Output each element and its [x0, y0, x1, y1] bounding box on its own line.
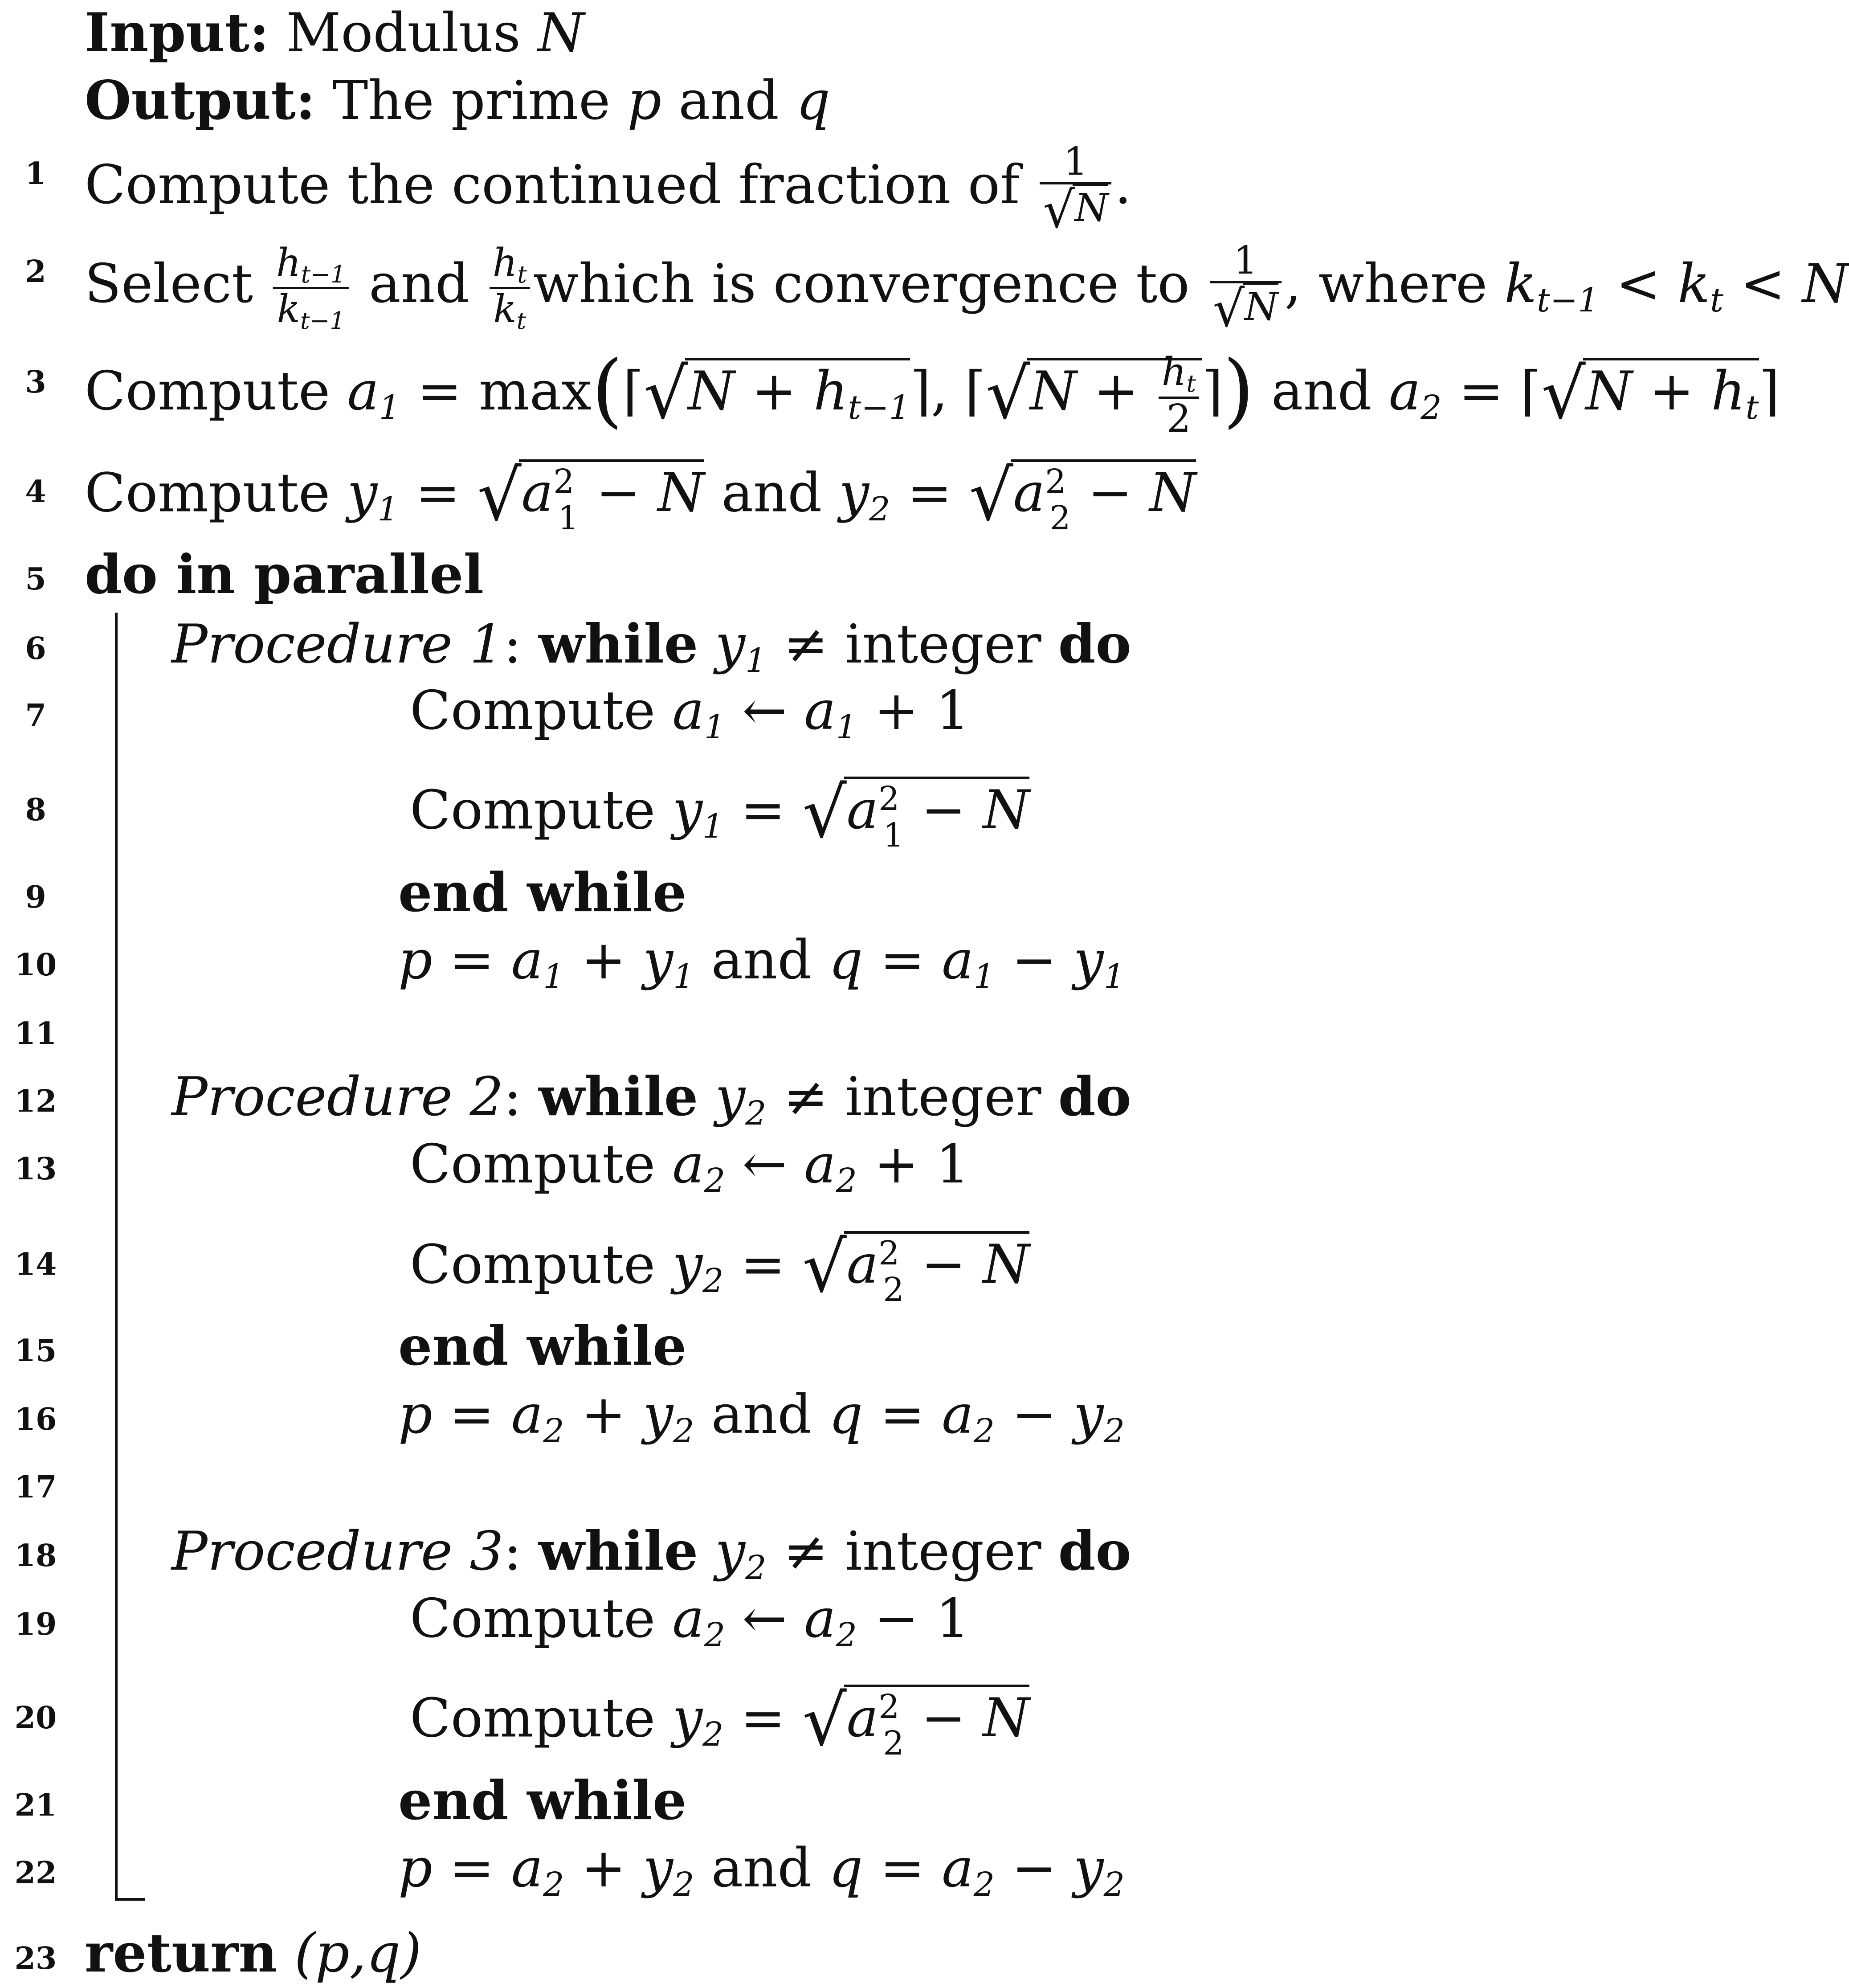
end-while-3: end while — [398, 1769, 687, 1832]
step-8: Compute $y_1 = √a^2_1 - N$ — [410, 772, 1030, 855]
line-number: 13 — [14, 1151, 57, 1187]
line-number: 3 — [25, 364, 46, 400]
line-number: 5 — [25, 561, 46, 597]
line-number: 1 — [25, 156, 46, 192]
step-16: $p = a_2 + y_2$ and $q = a_2 - y_2$ — [398, 1384, 1125, 1450]
step-3: Compute $a_1$ = max(⌈√N + $h_{t-1}⌉$, ⌈√N + $\frac{h_t}{2}$ ⌉) and $a_2$ = ⌈√N + $h_t⌉$ — [85, 344, 1780, 441]
line-number: 18 — [14, 1538, 57, 1574]
line-number: 23 — [14, 1941, 57, 1976]
step-13: Compute $a_2$ ← $a_2 + 1$ — [410, 1133, 970, 1200]
end-while-2: end while — [398, 1315, 687, 1378]
output-label: Output: — [85, 69, 316, 132]
output-value: The prime — [332, 70, 611, 132]
line-number: 12 — [14, 1084, 57, 1119]
procedure-1-header: Procedure 1: while $y_1$ ≠ integer do — [171, 613, 1131, 680]
line-number: 17 — [14, 1469, 57, 1505]
line-number: 11 — [14, 1016, 57, 1051]
line-number: 10 — [14, 947, 57, 983]
procedure-3-header: Procedure 3: while $y_2$ ≠ integer do — [171, 1520, 1131, 1587]
line-number: 16 — [14, 1402, 57, 1437]
step-19: Compute $a_2$ ← $a_2 - 1$ — [410, 1588, 970, 1654]
line-number: 8 — [25, 792, 46, 828]
line-number: 15 — [14, 1333, 57, 1369]
return-line: return (p,q) — [85, 1922, 422, 1984]
do-in-parallel: do in parallel — [85, 543, 484, 606]
step-4: Compute $y_1 = √a^2_1 - N$ and $y_2 = √a^2_2 - N$ — [85, 455, 1196, 538]
output-line: Output: The prime p and q — [85, 69, 830, 132]
line-number: 9 — [25, 879, 46, 915]
parallel-block-rule — [115, 613, 145, 1901]
step-14: Compute $y_2 = √a^2_2 - N$ — [410, 1227, 1030, 1309]
line-number: 4 — [25, 474, 46, 510]
input-line: Input: Modulus N — [85, 1, 585, 64]
step-20: Compute $y_2 = √a^2_2 - N$ — [410, 1680, 1030, 1763]
line-number: 21 — [14, 1788, 57, 1823]
line-number: 14 — [14, 1247, 57, 1282]
step-7: Compute $a_1$ ← $a_1 + 1$ — [410, 680, 970, 746]
line-number: 19 — [14, 1607, 57, 1642]
procedure-2-header: Procedure 2: while $y_2$ ≠ integer do — [171, 1065, 1131, 1133]
input-value: Modulus — [286, 2, 521, 64]
line-number: 2 — [25, 254, 46, 290]
step-1: Compute the continued fraction of $\frac{1}{√N}$ . — [85, 139, 1132, 239]
line-number: 20 — [14, 1700, 57, 1736]
input-label: Input: — [85, 1, 269, 64]
step-2: Select $\frac{h_{t-1}}{k_{t-1}}$ and $\frac{h_t}{k_t}$ which is convergence to $\frac{1}{√N}$ , where $k_{t-1} < k_t < N$ — [85, 238, 1849, 338]
line-number: 6 — [25, 631, 46, 667]
step-22: $p = a_2 + y_2$ and $q = a_2 - y_2$ — [398, 1837, 1125, 1904]
end-while-1: end while — [398, 861, 687, 924]
line-number: 7 — [25, 698, 46, 733]
step-10: $p = a_1 + y_1$ and $q = a_1 - y_1$ — [398, 929, 1125, 996]
line-number: 22 — [14, 1855, 57, 1891]
